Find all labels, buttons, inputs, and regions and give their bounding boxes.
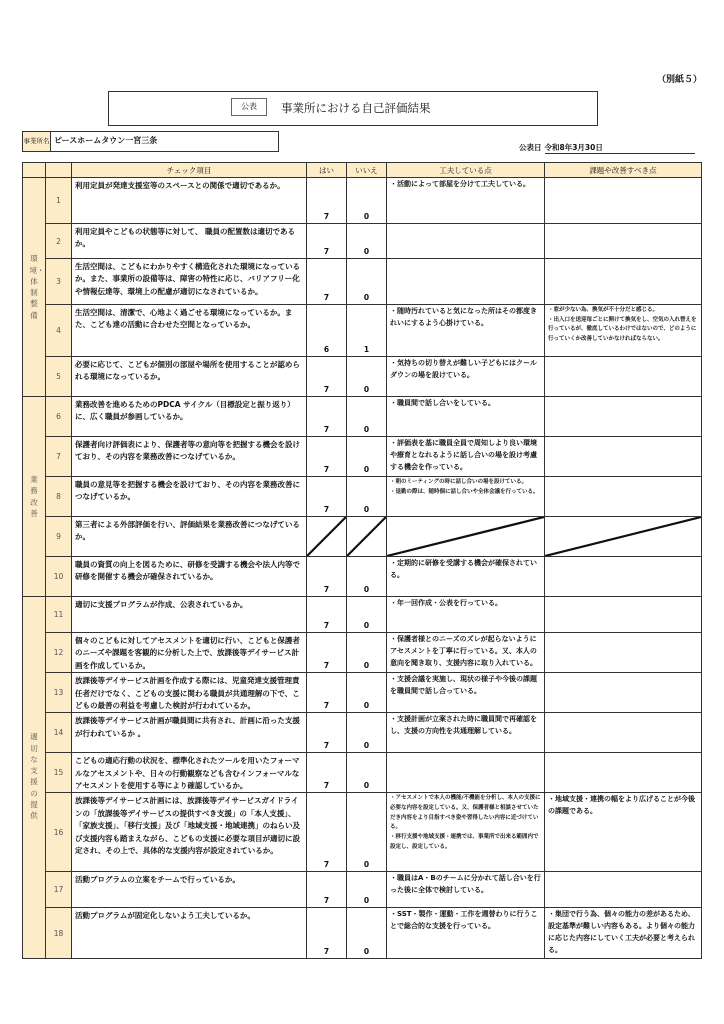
table-row [23, 713, 702, 753]
issues-text: ・窓が少ない為、換気が不十分だと感じる。 ・出入口を送迎毎ごとに開けて換気をし、空気の入れ替えを行っているが、徹底しているわけではないので、どのように行っていくか改善していかなければならない。 [545, 305, 702, 357]
efforts-text [387, 753, 545, 793]
efforts-text: ・随時汚れていると気になった所はその都度きれいにするよう心掛けている。 [387, 305, 545, 357]
check-item-text: 職員の資質の向上を図るために、研修を受講する機会や法人内等で研修を開催する機会が確保されているか。 [72, 557, 307, 597]
table-row [23, 224, 702, 259]
yes-count: 7 [307, 477, 347, 517]
item-number: 9 [46, 517, 72, 557]
item-number: 3 [46, 259, 72, 305]
check-item-text: 保護者向け評価表により、保護者等の意向等を把握する機会を設けており、その内容を業務改善につなげているか。 [72, 437, 307, 477]
yes-count: 7 [307, 557, 347, 597]
efforts-text: ・評価表を基に職員全員で周知しより良い環境や療育となれるように話し合いの場を設け考慮する機会を作っている。 [387, 437, 545, 477]
efforts-text: ・気持ちの切り替えが難しい子どもにはクールダウンの場を設けている。 [387, 357, 545, 397]
table-row [23, 908, 702, 959]
efforts-text: ・朝のミーティングの時に話し合いの場を設けている。 ・退勤の際は、随時個に話し合いや全体会議を行っている。 [387, 477, 545, 517]
table-row [23, 872, 702, 908]
table-row [23, 633, 702, 673]
item-number: 15 [46, 753, 72, 793]
page-title: 事業所における自己評価結果 [281, 101, 431, 115]
table-row [23, 517, 702, 557]
yes-count: 7 [307, 597, 347, 633]
publication-date-value: 令和8年3月30日 [545, 142, 695, 154]
table-row [23, 557, 702, 597]
no-count [347, 517, 387, 557]
issues-text [545, 673, 702, 713]
check-item-text: 生活空間は、こどもにわかりやすく構造化された環境になっているか。また、事業所の設備等は、障害の特性に応じ、バリアフリー化や情報伝達等、環境上の配慮が適切になされているか。 [72, 259, 307, 305]
no-count: 0 [347, 793, 387, 872]
item-number: 13 [46, 673, 72, 713]
header-category [23, 163, 46, 178]
check-item-text: 利用定員が発達支援室等のスペースとの関係で適切であるか。 [72, 178, 307, 224]
issues-text [545, 872, 702, 908]
category-label: 環境・体制整備 [29, 254, 45, 320]
header-issues: 課題や改善すべき点 [545, 163, 702, 178]
category-cell-operations [23, 397, 46, 597]
yes-count: 7 [307, 713, 347, 753]
table-row [23, 178, 702, 224]
table-row [23, 259, 702, 305]
yes-count: 7 [307, 872, 347, 908]
header-row [23, 163, 702, 178]
no-count: 0 [347, 178, 387, 224]
issues-text [545, 178, 702, 224]
issues-text: ・地域支援・連携の幅をより広げることが今後の課題である。 [545, 793, 702, 872]
check-item-text: 必要に応じて、こどもが個別の部屋や場所を使用することが認められる環境になっているか。 [72, 357, 307, 397]
category-cell-support [23, 597, 46, 959]
no-count: 0 [347, 908, 387, 959]
diagonal-slash [545, 517, 701, 556]
check-item-text: 活動プログラムが固定化しないよう工夫しているか。 [72, 908, 307, 959]
yes-count: 7 [307, 633, 347, 673]
publication-date [519, 142, 695, 154]
no-count: 0 [347, 673, 387, 713]
issues-text [545, 224, 702, 259]
header-yes: はい [307, 163, 347, 178]
no-count: 0 [347, 557, 387, 597]
yes-count: 7 [307, 178, 347, 224]
efforts-text [387, 259, 545, 305]
issues-text [545, 477, 702, 517]
no-count: 0 [347, 357, 387, 397]
table-row [23, 793, 702, 872]
check-item-text: 活動プログラムの立案をチームで行っているか。 [72, 872, 307, 908]
issues-text [545, 357, 702, 397]
office-label: 事業所名 [23, 132, 51, 151]
efforts-text [387, 224, 545, 259]
title-box [108, 91, 598, 126]
category-label: 業務改善 [30, 475, 38, 518]
category-label: 適切な支援の提供 [30, 732, 38, 821]
yes-count [307, 517, 347, 557]
issues-text [545, 437, 702, 477]
table-row [23, 477, 702, 517]
no-count: 0 [347, 753, 387, 793]
yes-count: 7 [307, 673, 347, 713]
category-cell-environment [23, 178, 46, 397]
item-number: 14 [46, 713, 72, 753]
yes-count: 6 [307, 305, 347, 357]
no-count: 0 [347, 477, 387, 517]
efforts-text: ・職員間で話し合いをしている。 [387, 397, 545, 437]
public-tag: 公表 [231, 98, 267, 116]
issues-text [545, 753, 702, 793]
efforts-text: ・年一回作成・公表を行っている。 [387, 597, 545, 633]
check-item-text: 適切に支援プログラムが作成、公表されているか。 [72, 597, 307, 633]
table-row [23, 753, 702, 793]
no-count: 0 [347, 633, 387, 673]
table-row [23, 673, 702, 713]
efforts-text: ・職員はA・Bのチームに分かれて話し合いを行った後に全体で検討している。 [387, 872, 545, 908]
check-item-text: 利用定員やこどもの状態等に対して、 職員の配置数は適切であるか。 [72, 224, 307, 259]
evaluation-table [22, 162, 702, 959]
issues-text [545, 557, 702, 597]
header-number [46, 163, 72, 178]
header-check-item: チェック項目 [72, 163, 307, 178]
issues-text [545, 259, 702, 305]
check-item-text: 放課後等デイサービス計画には、放課後等デイサービスガイドラインの「放課後等デイサービスの提供すべき支援」の「本人支援」、「家族支援」、「移行支援」及び「地域支援・地域連携」のねらい及び支援内容も踏まえながら、こどもの支援に必要な項目が適切に設定され、その上で、具体的な支援内容が設定されているか。 [72, 793, 307, 872]
efforts-text: ・支援計画が立案された時に職員間で再確認をし、支援の方向性を共通理解している。 [387, 713, 545, 753]
diagonal-slash [307, 517, 346, 556]
efforts-text [387, 517, 545, 557]
efforts-text: ・アセスメントで本人の機能/不機能を分析し、本人の支援に必要な内容を設定している。又、保護者様と相談させていただき内容をより目指すべき姿や習得したい内容に近づけている。 ・移行支援や地域支援・連携では、事業所で出来る範囲内で設定し、設定している。 [387, 793, 545, 872]
no-count: 0 [347, 437, 387, 477]
check-item-text: 第三者による外部評価を行い、評価結果を業務改善につなげているか。 [72, 517, 307, 557]
table-row [23, 437, 702, 477]
issues-text [545, 397, 702, 437]
table-row [23, 397, 702, 437]
item-number: 6 [46, 397, 72, 437]
table-row [23, 597, 702, 633]
issues-text [545, 713, 702, 753]
no-count: 1 [347, 305, 387, 357]
yes-count: 7 [307, 753, 347, 793]
yes-count: 7 [307, 224, 347, 259]
issues-text [545, 597, 702, 633]
item-number: 10 [46, 557, 72, 597]
office-name: ピースホームタウン一宮三条 [54, 136, 158, 145]
no-count: 0 [347, 713, 387, 753]
diagonal-slash [387, 517, 544, 556]
yes-count: 7 [307, 259, 347, 305]
item-number: 1 [46, 178, 72, 224]
issues-text: ・集団で行う為、個々の能力の差があるため、設定基準が難しい内容もある。より個々の能力に応じた内容にしていく工夫が必要と考えられる。 [545, 908, 702, 959]
header-no: いいえ [347, 163, 387, 178]
no-count: 0 [347, 597, 387, 633]
check-item-text: こどもの適応行動の状況を、標準化されたツールを用いたフォーマルなアセスメントや、日々の行動観察なども含むインフォーマルなアセスメントを使用する等により確認しているか。 [72, 753, 307, 793]
yes-count: 7 [307, 908, 347, 959]
no-count: 0 [347, 872, 387, 908]
item-number: 17 [46, 872, 72, 908]
header-efforts: 工夫している点 [387, 163, 545, 178]
office-box [22, 131, 279, 152]
check-item-text: 放課後等デイサービス計画を作成する際には、児童発達支援管理責任者だけでなく、こどもの支援に関わる職員が共通理解の下で、こどもの最善の利益を考慮した検討が行われているか。 [72, 673, 307, 713]
item-number: 7 [46, 437, 72, 477]
efforts-text: ・活動によって部屋を分けて工夫している。 [387, 178, 545, 224]
item-number: 4 [46, 305, 72, 357]
issues-text [545, 517, 702, 557]
diagonal-slash [347, 517, 386, 556]
check-item-text: 個々のこどもに対してアセスメントを適切に行い、こどもと保護者のニーズや課題を客観的に分析した上で、放課後等デイサービス計画を作成しているか。 [72, 633, 307, 673]
item-number: 8 [46, 477, 72, 517]
item-number: 12 [46, 633, 72, 673]
no-count: 0 [347, 397, 387, 437]
check-item-text: 放課後等デイサービス計画が職員間に共有され、計画に沿った支援が行われているか 。 [72, 713, 307, 753]
item-number: 18 [46, 908, 72, 959]
no-count: 0 [347, 259, 387, 305]
item-number: 2 [46, 224, 72, 259]
efforts-text: ・定期的に研修を受講する機会が確保されている。 [387, 557, 545, 597]
check-item-text: 生活空間は、清潔で、心地よく過ごせる環境になっているか。また、こども達の活動に合わせた空間となっているか。 [72, 305, 307, 357]
item-number: 11 [46, 597, 72, 633]
check-item-text: 業務改善を進めるためのPDCA サイクル（目標設定と振り返り）に、広く職員が参画しているか。 [72, 397, 307, 437]
issues-text [545, 633, 702, 673]
yes-count: 7 [307, 397, 347, 437]
yes-count: 7 [307, 357, 347, 397]
table-row [23, 305, 702, 357]
yes-count: 7 [307, 793, 347, 872]
publication-date-label: 公表日 [519, 143, 542, 152]
no-count: 0 [347, 224, 387, 259]
annex-label: （別紙５） [656, 75, 702, 85]
yes-count: 7 [307, 437, 347, 477]
table-row [23, 357, 702, 397]
efforts-text: ・保護者様とのニーズのズレが起らないようにアセスメントを丁寧に行っている。又、本人の意向を聞き取り、支援内容に取り入れている。 [387, 633, 545, 673]
efforts-text: ・SST・製作・運動・工作を週替わりに行うことで総合的な支援を行っている。 [387, 908, 545, 959]
check-item-text: 職員の意見等を把握する機会を設けており、その内容を業務改善につなげているか。 [72, 477, 307, 517]
efforts-text: ・支援会議を実施し、現状の様子や今後の課題を職員間で話し合っている。 [387, 673, 545, 713]
item-number: 5 [46, 357, 72, 397]
item-number: 16 [46, 793, 72, 872]
